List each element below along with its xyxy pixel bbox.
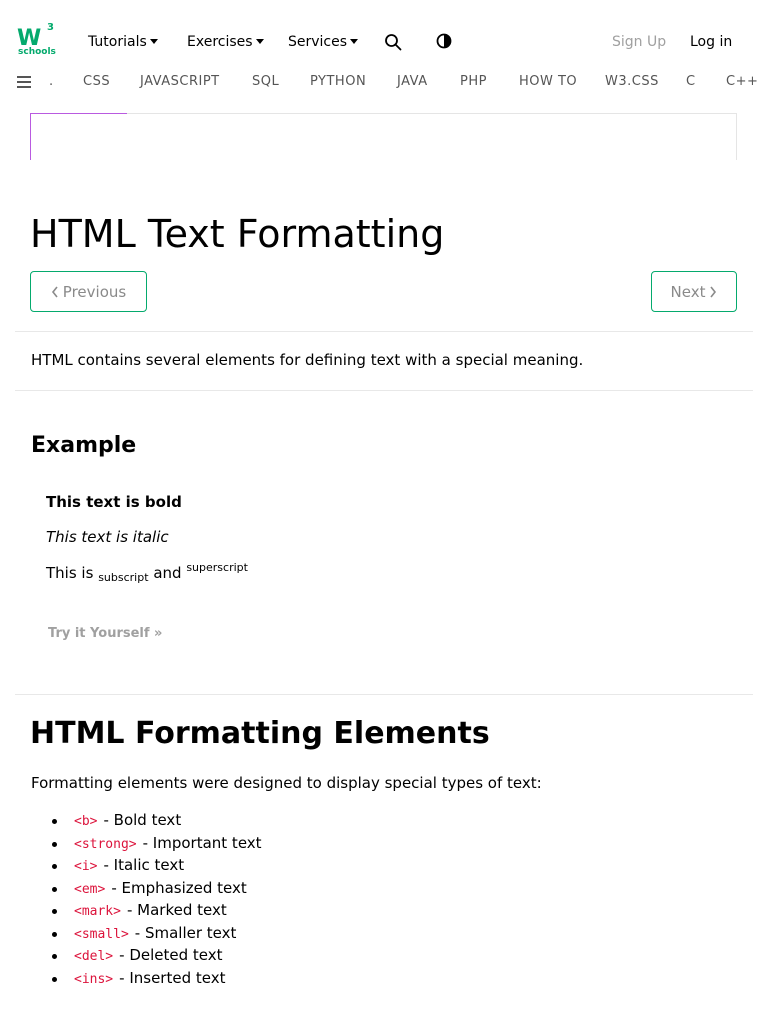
subnav-item-cpp[interactable]: C++ <box>726 74 759 89</box>
intro-paragraph: HTML contains several elements for defining text with a special meaning. <box>31 351 584 369</box>
tag-code: <i> <box>74 859 98 874</box>
try-it-yourself-link[interactable]: Try it Yourself » <box>48 626 163 641</box>
example-bold-text: This text is bold <box>46 493 182 511</box>
subnav-item-java[interactable]: JAVA <box>397 74 428 89</box>
logo-subtext: schools <box>18 47 56 57</box>
formatting-elements-list <box>52 811 262 991</box>
tutorials-menu-label: Tutorials <box>88 34 147 50</box>
list-item <box>52 901 262 924</box>
tutorials-menu[interactable] <box>88 34 158 50</box>
sign-up-link[interactable]: Sign Up <box>612 34 667 50</box>
tag-code: <small> <box>74 926 129 942</box>
log-in-link[interactable]: Log in <box>690 34 733 50</box>
ad-accent-line <box>30 113 127 114</box>
divider <box>15 694 753 695</box>
w3schools-logo[interactable] <box>17 24 57 60</box>
caret-down-icon <box>350 39 358 44</box>
list-item <box>52 811 262 834</box>
chevron-left-icon <box>51 286 59 298</box>
subnav-item-php[interactable]: PHP <box>460 74 487 89</box>
previous-button[interactable] <box>30 271 147 312</box>
contrast-icon[interactable] <box>436 33 452 49</box>
top-navbar <box>0 0 768 70</box>
exercises-menu[interactable] <box>187 34 264 50</box>
hamburger-menu-icon[interactable] <box>17 76 31 88</box>
list-item <box>52 834 262 857</box>
tag-description: - Smaller text <box>134 923 237 942</box>
subnav-item-python[interactable]: PYTHON <box>310 74 367 89</box>
tag-description: - Inserted text <box>119 968 226 987</box>
tag-code: <ins> <box>74 971 114 987</box>
subnav-item-javascript[interactable]: JAVASCRIPT <box>140 74 220 89</box>
tag-description: - Bold text <box>103 811 182 829</box>
subnav-item-css[interactable]: CSS <box>83 74 111 89</box>
tag-description: - Deleted text <box>119 946 223 964</box>
services-menu[interactable] <box>288 34 358 50</box>
subnav-item-partial[interactable]: . <box>49 74 54 89</box>
list-item <box>52 856 262 879</box>
next-button[interactable] <box>651 271 737 312</box>
logo-superscript: 3 <box>47 22 54 33</box>
tag-description: - Emphasized text <box>111 878 247 897</box>
divider <box>15 390 753 391</box>
page-title: HTML Text Formatting <box>30 212 445 256</box>
tag-code: <b> <box>74 814 98 829</box>
tag-code: <mark> <box>74 904 121 919</box>
tag-code: <del> <box>74 949 114 964</box>
example-subscript: subscript <box>98 571 149 584</box>
subnav-item-sql[interactable]: SQL <box>252 74 280 89</box>
search-icon[interactable] <box>384 33 402 51</box>
example-sub-sup-line <box>46 561 248 584</box>
subnav-item-c[interactable]: C <box>686 74 696 89</box>
ad-placeholder <box>30 113 737 160</box>
tag-code: <strong> <box>74 836 137 852</box>
next-button-label: Next <box>670 282 706 301</box>
divider <box>15 331 753 332</box>
tag-description: - Important text <box>142 833 262 852</box>
list-item <box>52 924 262 947</box>
previous-button-label: Previous <box>62 282 127 301</box>
logo-mark: W <box>17 26 39 51</box>
subnav-item-how-to[interactable]: HOW TO <box>519 74 578 89</box>
tutorial-subnav <box>0 70 768 94</box>
caret-down-icon <box>256 39 264 44</box>
example-italic-text: This text is italic <box>46 528 169 546</box>
exercises-menu-label: Exercises <box>187 34 253 50</box>
subnav-item-w3css[interactable]: W3.CSS <box>605 74 659 89</box>
example-heading: Example <box>31 433 137 458</box>
list-item <box>52 879 262 902</box>
list-item <box>52 969 262 992</box>
ad-accent-line-vertical <box>30 113 31 160</box>
tag-description: - Italic text <box>103 856 185 874</box>
section-intro: Formatting elements were designed to display special types of text: <box>31 774 542 792</box>
example-superscript: superscript <box>186 561 248 574</box>
tag-description: - Marked text <box>126 901 227 919</box>
example-subsup-prefix: This is <box>46 564 94 582</box>
caret-down-icon <box>150 39 158 44</box>
example-and: and <box>153 564 182 582</box>
list-item <box>52 946 262 969</box>
section-heading: HTML Formatting Elements <box>30 716 490 751</box>
services-menu-label: Services <box>288 34 348 50</box>
chevron-right-icon <box>709 286 717 298</box>
tag-code: <em> <box>74 881 106 897</box>
